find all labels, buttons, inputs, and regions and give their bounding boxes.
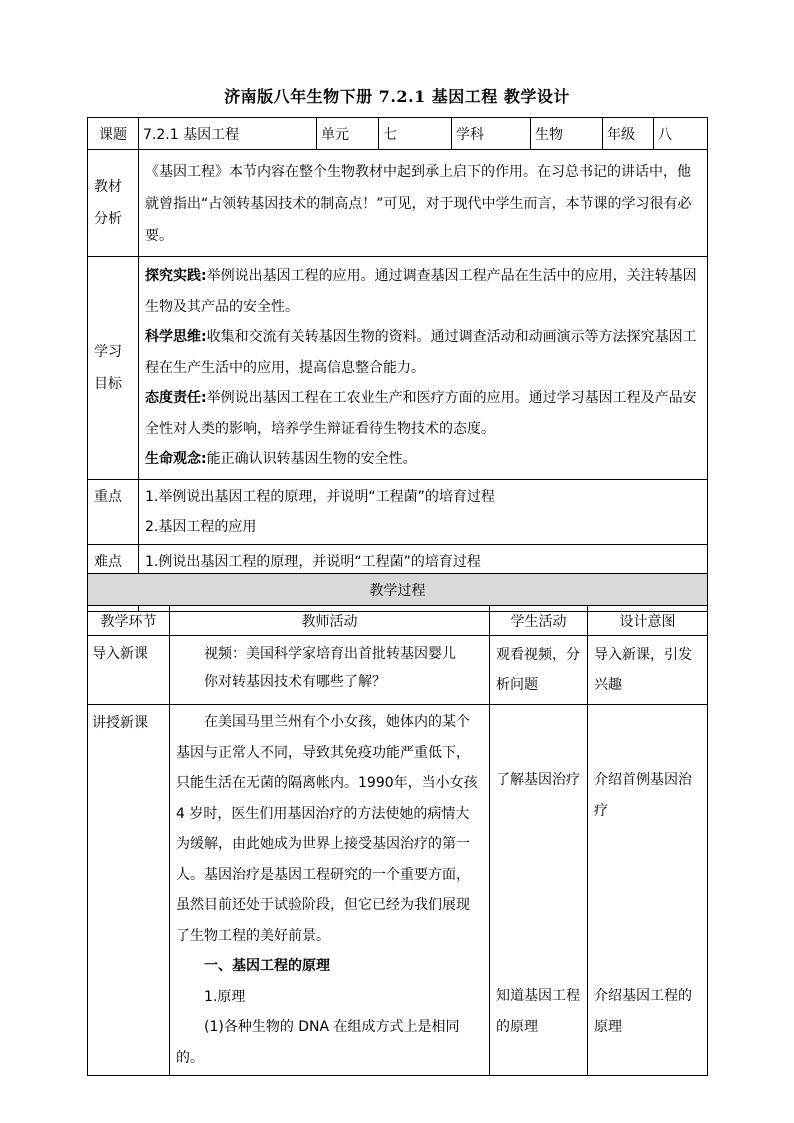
objective-item: 科学思维:收集和交流有关转基因生物的资料。通过调查活动和动画演示等方法探究基因工程在生产生活中的应用，提高信息整合能力。: [145, 329, 697, 376]
intro-teacher: 视频：美国科学家培育出首批转基因婴儿 你对转基因技术有哪些了解？: [170, 636, 490, 705]
objectives-label: 学习 目标: [88, 257, 139, 480]
lecture-teacher: 在美国马里兰州有个小女孩，她体内的某个基因与正常人不同，导致其免疫功能严重低下，只能生活在无菌的隔离帐内。1990年，当小女孩 4 岁时，医生们用基因治疗的方法使她的病情大为缓解，由此她成为世界上接受基因治疗的第一人。基因治疗是基因工程研究的一个重要方面，虽然目前还处于试验阶段，但它已经为我们展现了生物工程的美好前景。 一、基因工程的原理 1.原理 (1)各种生物的 DNA 在组成方式上是相同的。: [170, 705, 490, 1076]
column-header: 教师活动: [170, 606, 490, 636]
column-header: 教学环节: [88, 606, 170, 636]
lesson-info-table: [87, 117, 708, 612]
lecture-intent: 介绍首例基因治疗 介绍基因工程的原理: [588, 705, 708, 1076]
list-item: 1.举例说出基因工程的原理，并说明“工程菌”的培育过程: [145, 488, 495, 505]
column-header: 设计意图: [588, 606, 708, 636]
process-heading: 教学过程: [88, 574, 708, 606]
analysis-text: 《基因工程》本节内容在整个生物教材中起到承上启下的作用。在习总书记的讲话中，他就曾指出“占领转基因技术的制高点！”可见，对于现代中学生而言，本节课的学习很有必要。: [139, 150, 708, 257]
topic-label: 课题: [88, 118, 139, 150]
intro-student: 观看视频，分析问题: [490, 636, 588, 705]
key-points-cell: [139, 479, 708, 544]
intro-intent: 导入新课，引发兴趣: [588, 636, 708, 705]
intro-stage: 导入新课: [88, 636, 170, 705]
list-item: 2.基因工程的应用: [145, 518, 257, 535]
lecture-stage: 讲授新课: [88, 705, 170, 1076]
page-title: 济南版八年生物下册 7.2.1 基因工程 教学设计: [224, 87, 570, 106]
section-heading: 一、基因工程的原理: [204, 958, 330, 974]
objectives-cell: [139, 257, 708, 480]
unit-label: 单元: [317, 118, 379, 150]
analysis-label: 教材 分析: [88, 150, 139, 257]
subject-label: 学科: [452, 118, 531, 150]
key-points-label: 重点: [88, 479, 139, 544]
list-item: 1.例说出基因工程的原理，并说明“工程菌”的培育过程: [145, 553, 481, 570]
teaching-process-table: [87, 573, 708, 1076]
topic-value: 7.2.1 基因工程: [139, 118, 317, 150]
table-row: [88, 636, 708, 705]
table-row: [88, 705, 708, 1076]
column-header: 学生活动: [490, 606, 588, 636]
objective-item: 生命观念:能正确认识转基因生物的安全性。: [145, 451, 417, 467]
subject-value: 生物: [531, 118, 603, 150]
unit-value: 七: [379, 118, 452, 150]
objective-item: 探究实践:举例说出基因工程的应用。通过调查基因工程产品在生活中的应用，关注转基因生物及其产品的安全性。: [145, 268, 697, 315]
objective-item: 态度责任:举例说出基因工程在工农业生产和医疗方面的应用。通过学习基因工程及产品安全性对人类的影响，培养学生辩证看待生物技术的态度。: [145, 390, 697, 437]
grade-label: 年级: [603, 118, 654, 150]
grade-value: 八: [654, 118, 708, 150]
lecture-student: 了解基因治疗 知道基因工程的原理: [490, 705, 588, 1076]
difficult-points-label: 难点: [88, 544, 139, 611]
